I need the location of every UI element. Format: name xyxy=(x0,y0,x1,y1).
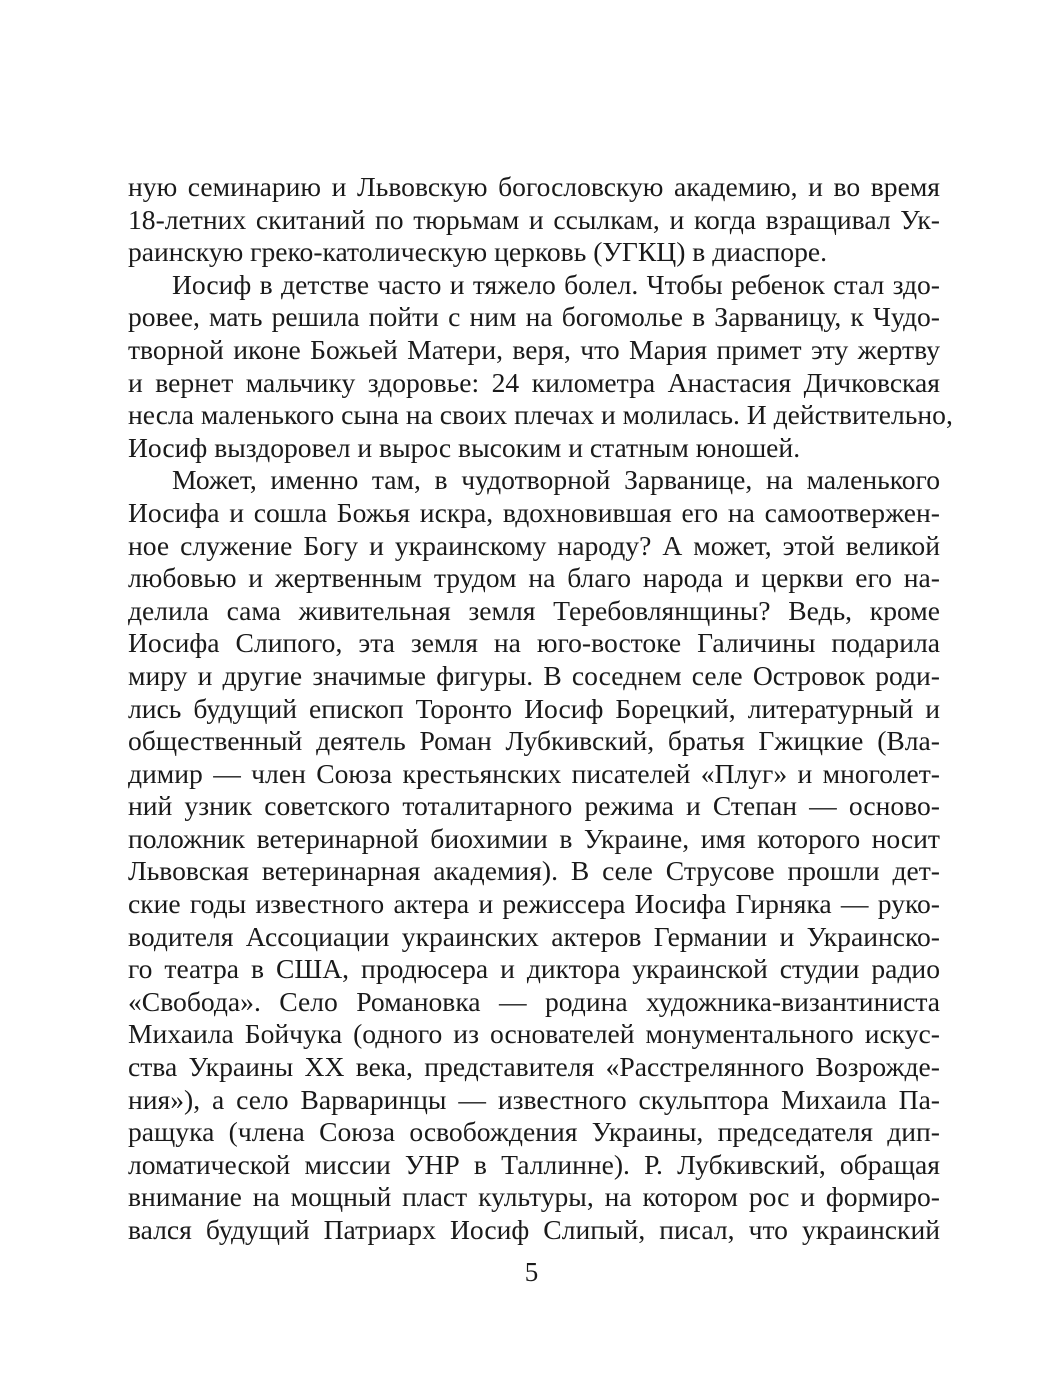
text-line: ное служение Богу и украинскому народу? А может, этой великой xyxy=(128,529,940,561)
text-line: ства Украины XX века, представителя «Расстрелянного Возрожде- xyxy=(128,1051,940,1083)
paragraph xyxy=(128,171,940,269)
text-line: Иосифа и сошла Божья искра, вдохновившая его на самоотвержен- xyxy=(128,496,940,528)
text-line: общественный деятель Роман Лубкивский, братья Гжицкие (Вла- xyxy=(128,725,940,757)
text-line: положник ветеринарной биохимии в Украине, имя которого носит xyxy=(128,822,940,854)
text-line: миру и другие значимые фигуры. В соседнем селе Островок роди- xyxy=(128,659,940,691)
text-line: Иосиф в детстве часто и тяжело болел. Чтобы ребенок стал здо- xyxy=(172,268,940,300)
text-line: го театра в США, продюсера и диктора украинской студии радио xyxy=(128,953,940,985)
text-line: ломатической миссии УНР в Таллинне). Р. Лубкивский, обращая xyxy=(128,1148,940,1180)
text-line: творной иконе Божьей Матери, веря, что Мария примет эту жертву xyxy=(128,333,940,365)
text-line: Иосиф выздоровел и вырос высоким и статным юношей. xyxy=(128,431,801,463)
text-line: ровее, мать решила пойти с ним на богомолье в Зарваницу, к Чудо- xyxy=(128,301,940,333)
text-line: ращука (члена Союза освобождения Украины, председателя дип- xyxy=(128,1116,940,1148)
text-line: лись будущий епископ Торонто Иосиф Борецкий, литературный и xyxy=(128,692,940,724)
text-line: Михаила Бойчука (одного из основателей монументального искус- xyxy=(128,1018,940,1050)
page-number: 5 xyxy=(524,1257,539,1287)
text-line: Иосифа Слипого, эта земля на юго-востоке Галичины подарила xyxy=(128,627,940,659)
text-line: Может, именно там, в чудотворной Зарванице, на маленького xyxy=(172,464,940,496)
text-line: 18-летних скитаний по тюрьмам и ссылкам, и когда взращивал Ук- xyxy=(128,203,940,235)
text-line: ний узник советского тоталитарного режима и Степан — осново- xyxy=(128,790,940,822)
body-text xyxy=(128,171,953,1247)
paragraph xyxy=(128,268,953,465)
text-line: водителя Ассоциации украинских актеров Германии и Украинско- xyxy=(128,920,940,952)
paragraph xyxy=(128,464,940,1246)
text-line: и вернет мальчику здоровье: 24 километра Анастасия Дичковская xyxy=(128,366,940,398)
text-line: ную семинарию и Львовскую богословскую академию, и во время xyxy=(128,171,940,202)
text-line: делила сама живительная земля Теребовлянщины? Ведь, кроме xyxy=(128,594,940,626)
text-line: ния»), а село Варваринцы — известного скульптора Михаила Па- xyxy=(128,1083,940,1115)
text-line: любовью и жертвенным трудом на благо народа и церкви его на- xyxy=(128,562,940,594)
text-line: несла маленького сына на своих плечах и молилась. И действительно, xyxy=(128,399,953,431)
text-line: Львовская ветеринарная академия). В селе Струсове прошли дет- xyxy=(128,855,940,887)
text-line: внимание на мощный пласт культуры, на котором рос и формиро- xyxy=(128,1181,940,1213)
text-line: вался будущий Патриарх Иосиф Слипый, писал, что украинский xyxy=(128,1214,940,1245)
text-line: раинскую греко-католическую церковь (УГКЦ) в диаспоре. xyxy=(128,236,828,268)
text-line: «Свобода». Село Романовка — родина художника-византиниста xyxy=(128,985,940,1017)
text-line: ские годы известного актера и режиссера Иосифа Гирняка — руко- xyxy=(128,888,940,920)
text-line: димир — член Союза крестьянских писателей «Плуг» и многолет- xyxy=(128,757,940,789)
